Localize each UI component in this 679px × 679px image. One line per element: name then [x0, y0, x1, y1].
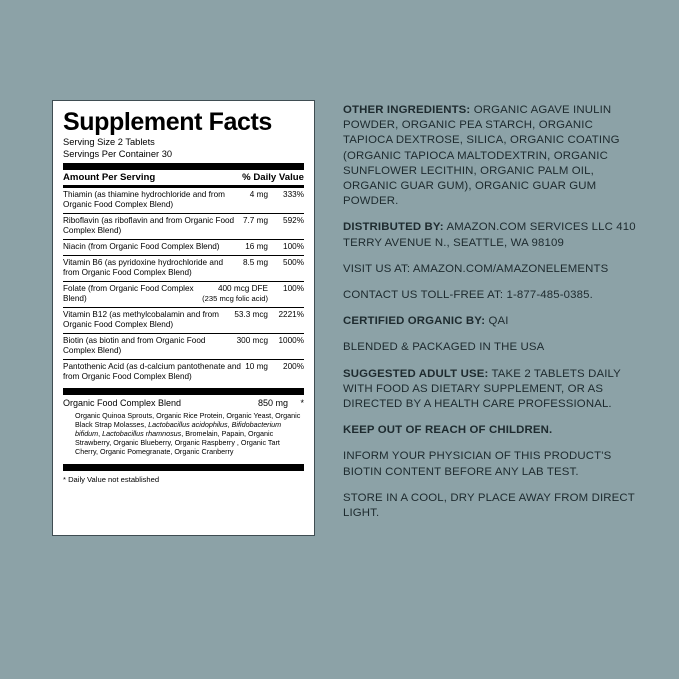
nutrient-name: Thiamin (as thiamine hydrochloride and from Organic Food Complex Blend): [63, 190, 226, 210]
right-text-column: [343, 103, 643, 532]
blend-dv: *: [300, 397, 304, 408]
nutrient-dv: 200%: [283, 362, 304, 372]
nutrient-dv: 333%: [283, 190, 304, 200]
nutrient-table-header: [63, 170, 304, 185]
blend-ing-mid-2: ,: [98, 428, 103, 438]
nutrient-amount: 53.3 mcg: [234, 310, 268, 320]
table-row: [63, 334, 304, 360]
blend-ingredient-list: [63, 410, 304, 461]
nutrient-dv: 2221%: [278, 310, 304, 320]
nutrient-amount: 7.7 mg: [242, 216, 268, 226]
nutrient-amount: 300 mcg: [236, 336, 268, 346]
table-row: [63, 188, 304, 214]
nutrient-amount: 16 mg: [245, 242, 268, 252]
table-row: [63, 282, 304, 308]
rule-thick-blend: [63, 388, 304, 395]
nutrient-dv: 100%: [283, 284, 304, 294]
blend-name: Organic Food Complex Blend: [63, 397, 182, 408]
suggested-use-text: TAKE 2 TABLETS DAILY WITH FOOD AS DIETARY SUPPLEMENT, OR AS DIRECTED BY A HEALTH CARE PROFESSIONAL.: [343, 367, 621, 411]
nutrient-amount: 4 mg: [249, 190, 268, 200]
nutrient-amount: 10 mg: [245, 362, 268, 372]
keep-out-of-reach: KEEP OUT OF REACH OF CHILDREN.: [343, 424, 553, 437]
storage-instructions: STORE IN A COOL, DRY PLACE AWAY FROM DIRECT LIGHT.: [343, 491, 635, 520]
nutrient-name: Biotin (as biotin and from Organic Food Complex Blend): [63, 336, 206, 356]
blended-packaged: BLENDED & PACKAGED IN THE USA: [343, 341, 545, 354]
nutrient-dv: 1000%: [278, 336, 304, 346]
daily-value-header: % Daily Value: [242, 172, 304, 184]
nutrient-name: Niacin (from Organic Food Complex Blend): [63, 242, 220, 252]
blend-amount: 850 mg: [257, 397, 288, 408]
suggested-use-label: SUGGESTED ADULT USE:: [343, 367, 489, 380]
nutrient-dv: 500%: [283, 258, 304, 268]
other-ingredients-label: OTHER INGREDIENTS:: [343, 104, 471, 116]
amount-per-serving-header: Amount Per Serving: [63, 172, 156, 184]
distributed-by-label: DISTRIBUTED BY:: [343, 221, 444, 234]
nutrient-name: Folate (from Organic Food Complex Blend): [63, 284, 194, 304]
nutrient-dv: 592%: [283, 216, 304, 226]
blend-ing-italic-3: Lactobacillus rhamnosus: [102, 428, 182, 438]
table-row: [63, 214, 304, 240]
nutrient-amount: 8.5 mg: [242, 258, 268, 268]
nutrient-name: Vitamin B12 (as methylcobalamin and from Organic Food Complex Blend): [63, 310, 219, 330]
servings-per-container: Servings Per Container 30: [63, 148, 173, 159]
nutrient-amount-sub: (235 mcg folic acid): [202, 294, 268, 304]
table-row: [63, 308, 304, 334]
supplement-facts-title: Supplement Facts: [63, 108, 272, 136]
visit-us: VISIT US AT: AMAZON.COM/AMAZONELEMENTS: [343, 262, 609, 275]
blend-row: [63, 395, 304, 410]
nutrient-amount-main: 400 mcg DFE: [217, 284, 268, 294]
blend-ing-pre: Organic Quinoa Sprouts, Organic Rice Protein, Organic Yeast, Organic Black Strap Molasses,: [75, 410, 301, 429]
other-ingredients-text: ORGANIC AGAVE INULIN POWDER, ORGANIC PEA STARCH, ORGANIC TAPIOCA DEXTROSE, SILICA, ORGANIC COATING (ORGANIC TAPIOCA MALTODEXTRIN, ORGANIC SUNFLOWER LECITHIN, ORGANIC PALM OIL, ORGANIC GUAR GUM), ORGANIC GUAR GUM POWDER.: [343, 104, 620, 208]
blend-ing-mid-1: ,: [227, 419, 232, 429]
blend-ing-italic-2: Bifidobacterium bifidum: [75, 419, 282, 438]
blend-ing-italic-1: Lactobacillus acidophilus: [148, 419, 228, 429]
certified-organic-text: QAI: [485, 315, 509, 328]
rule-thick-bottom: [63, 464, 304, 471]
serving-size: Serving Size 2 Tablets: [63, 137, 155, 148]
table-row: [63, 360, 304, 385]
suggested-use: [343, 367, 643, 413]
distributed-by: [343, 220, 643, 250]
nutrient-name: Pantothenic Acid (as d-calcium pantothenate and from Organic Food Complex Blend): [63, 362, 241, 382]
nutrient-name: Riboflavin (as riboflavin and from Organic Food Complex Blend): [63, 216, 235, 236]
contact-us: CONTACT US TOLL-FREE AT: 1-877-485-0385.: [343, 289, 593, 302]
blend-ing-post: , Bromelain, Papain, Organic Strawberry, Organic Blueberry, Organic Raspberry , Organic Tart Cherry, Organic Pomegranate, Organic Cranberry: [75, 428, 280, 457]
table-row: [63, 240, 304, 256]
nutrient-dv: 100%: [283, 242, 304, 252]
nutrient-name: Vitamin B6 (as pyridoxine hydrochloride and from Organic Food Complex Blend): [63, 258, 224, 278]
certified-organic-label: CERTIFIED ORGANIC BY:: [343, 315, 486, 328]
distributed-by-text: AMAZON.COM SERVICES LLC 410 TERRY AVENUE N., SEATTLE, WA 98109: [343, 221, 636, 249]
certified-organic: [343, 314, 643, 329]
inform-physician: INFORM YOUR PHYSICIAN OF THIS PRODUCT'S BIOTIN CONTENT BEFORE ANY LAB TEST.: [343, 450, 612, 478]
supplement-facts-panel: [52, 100, 315, 536]
other-ingredients: [343, 103, 643, 209]
rule-thick-top: [63, 163, 304, 170]
nutrient-amount: [202, 284, 274, 303]
table-row: [63, 256, 304, 282]
footnote: * Daily Value not established: [63, 474, 160, 484]
